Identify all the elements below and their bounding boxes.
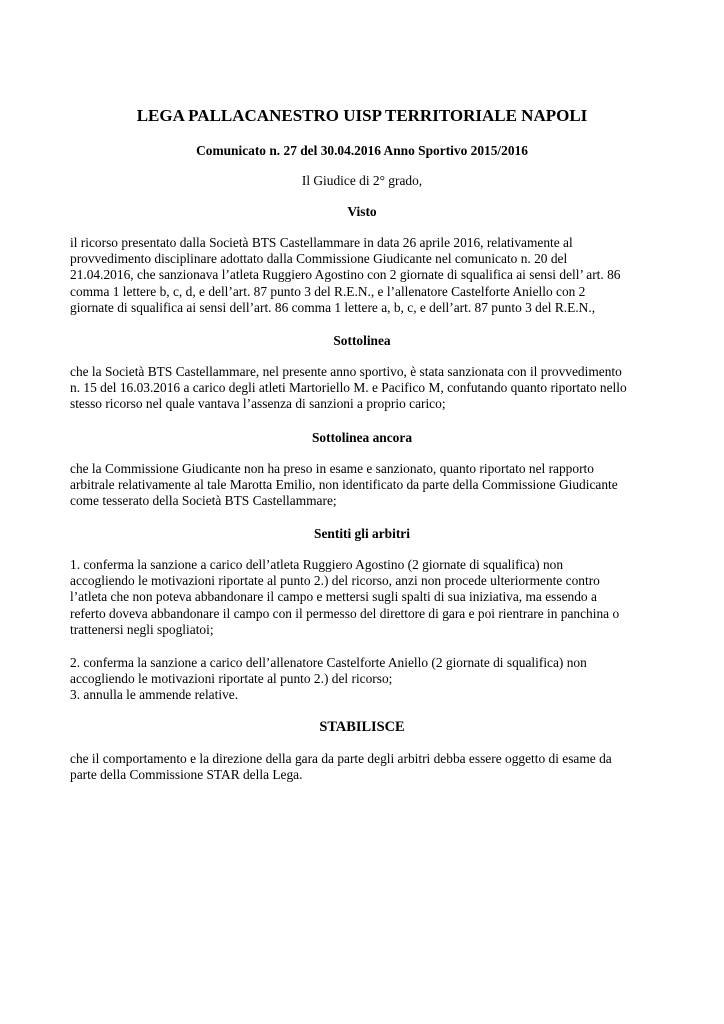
paragraph-line: 3. annulla le ammende relative. [70,687,239,703]
section-heading-visto: Visto [347,204,377,219]
paragraph-line: trattenersi negli spogliatoi; [70,621,214,637]
paragraph-line: parte della Commissione STAR della Lega. [70,767,303,783]
section-paragraph-sottolinea [70,364,650,413]
paragraph-line: che il comportamento e la direzione della gara da parte degli arbitri debba essere oggetto di esame da [70,751,612,766]
section-heading-stabilisce: STABILISCE [319,719,405,735]
paragraph-line: che la Commissione Giudicante non ha preso in esame e sanzionato, quanto riportato nel rapporto [70,461,594,476]
paragraph-line: l’atleta che non poteva abbandonare il campo e mettersi sugli spalti di sua iniziativa, ma essendo a [70,589,597,605]
paragraph-line: accogliendo le motivazioni riportate al punto 2.) del ricorso; [70,671,393,687]
paragraph-line: come tesserato della Società BTS Castellammare; [70,493,337,509]
section-heading-sottolinea-ancora: Sottolinea ancora [311,430,413,445]
section-heading-sentiti-arbitri: Sentiti gli arbitri [314,526,410,541]
section-paragraph-sottolinea-ancora [70,461,650,510]
paragraph-line: che la Società BTS Castellammare, nel presente anno sportivo, è stata sanzionata con il provvedimento [70,364,622,379]
intro-line: Il Giudice di 2° grado, [301,173,423,188]
paragraph-line: 1. conferma la sanzione a carico dell’atleta Ruggiero Agostino (2 giornate di squalifica) non [70,557,564,572]
paragraph-line: n. 15 del 16.03.2016 a carico degli atleti Martoriello M. e Pacifico M, confutando quanto riportato nello [70,380,627,396]
paragraph-line: provvedimento disciplinare adottato dalla Commissione Giudicante nel comunicato n. 20 del [70,251,568,267]
paragraph-line: referto doveva abbandonare il campo con il permesso del direttore di gara e poi rientrare in panchina o [70,605,620,621]
paragraph-line: 21.04.2016, che sanzionava l’atleta Ruggiero Agostino con 2 giornate di squalifica ai sensi dell’ art. 86 [70,267,621,283]
paragraph-line: giornate di squalifica ai sensi dell’art. 86 comma 1 lettere a, b, c, e dell’art. 87 punto 3 del R.E.N., [70,299,596,315]
paragraph-line: comma 1 lettere b, c, d, e dell’art. 87 punto 3 del R.E.N., e l’allenatore Castelforte Aniello con 2 [70,283,586,299]
section-paragraph-visto [70,235,650,316]
paragraph-line: il ricorso presentato dalla Società BTS Castellammare in data 26 aprile 2016, relativamente al [70,235,573,250]
section-paragraph-sentiti-arbitri-2 [70,655,650,704]
paragraph-line: 2. conferma la sanzione a carico dell’allenatore Castelforte Aniello (2 giornate di squalifica) non [70,655,587,670]
paragraph-line: stesso ricorso nel quale vantava l’assenza di sanzioni a proprio carico; [70,396,446,412]
section-paragraph-stabilisce [70,751,650,783]
section-paragraph-sentiti-arbitri-1 [70,557,650,638]
paragraph-line: arbitrale relativamente al tale Marotta Emilio, non identificato da parte della Commissione Giudicante [70,477,618,493]
paragraph-line: accogliendo le motivazioni riportate al punto 2.) del ricorso, anzi non procede ulteriormente contro [70,573,600,589]
document-title: LEGA PALLACANESTRO UISP TERRITORIALE NAPOLI [136,106,588,125]
communique-subtitle: Comunicato n. 27 del 30.04.2016 Anno Sportivo 2015/2016 [196,143,528,158]
section-heading-sottolinea: Sottolinea [333,333,391,348]
